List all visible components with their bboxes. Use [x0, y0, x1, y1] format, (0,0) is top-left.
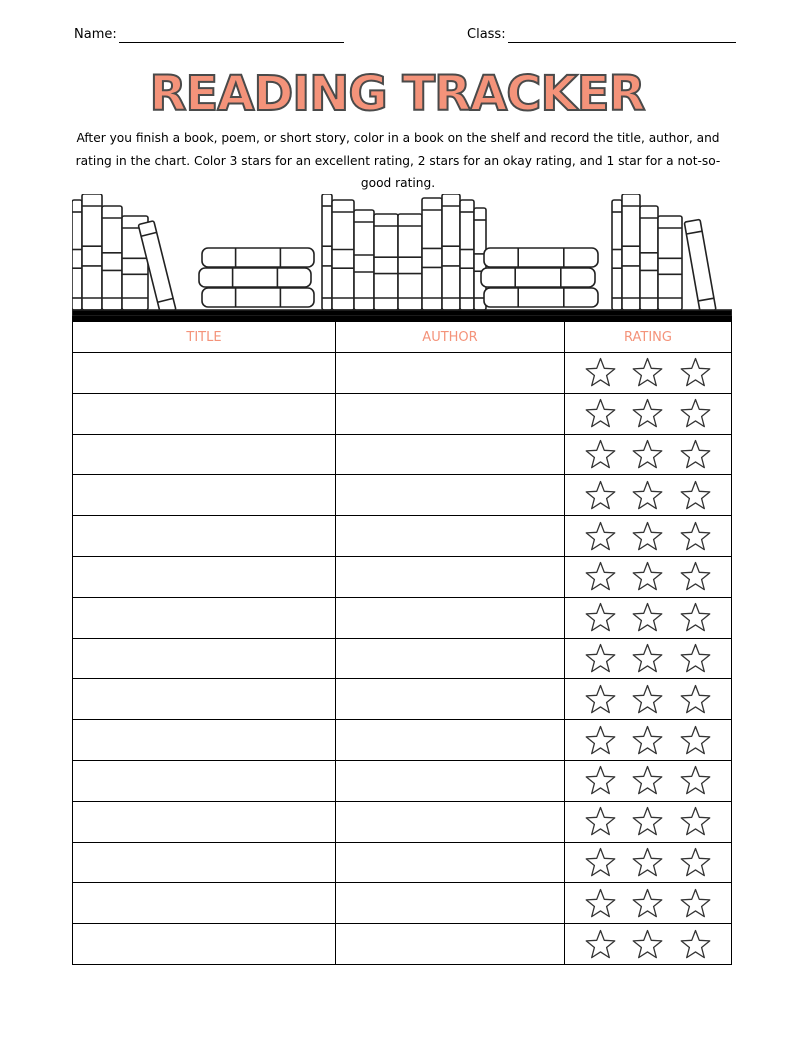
star-icon[interactable] [631, 764, 664, 797]
table-row [73, 638, 732, 679]
star-icon[interactable] [679, 520, 712, 553]
author-cell[interactable] [336, 924, 565, 965]
author-cell[interactable] [336, 434, 565, 475]
title-cell[interactable] [73, 679, 336, 720]
star-icon[interactable] [631, 479, 664, 512]
star-group [565, 805, 731, 838]
star-group [565, 356, 731, 389]
rating-cell [565, 434, 732, 475]
star-icon[interactable] [631, 438, 664, 471]
author-cell[interactable] [336, 801, 565, 842]
table-row [73, 556, 732, 597]
name-label: Name: [74, 27, 117, 42]
star-icon[interactable] [679, 683, 712, 716]
author-cell[interactable] [336, 597, 565, 638]
star-icon[interactable] [631, 601, 664, 634]
author-cell[interactable] [336, 556, 565, 597]
star-group [565, 397, 731, 430]
table-row [73, 720, 732, 761]
table-row [73, 679, 732, 720]
rating-cell [565, 516, 732, 557]
author-cell[interactable] [336, 760, 565, 801]
star-icon[interactable] [679, 887, 712, 920]
star-icon[interactable] [584, 642, 617, 675]
star-icon[interactable] [584, 928, 617, 961]
table-row [73, 924, 732, 965]
star-group [565, 520, 731, 553]
table-row [73, 434, 732, 475]
star-icon[interactable] [584, 479, 617, 512]
star-group [565, 560, 731, 593]
instructions: After you finish a book, poem, or short story, color in a book on the shelf and record the title, author, and rating in the chart. Color 3 stars for an excellent rating, 2 stars for an okay rating, and 1 star for a not-so-good rating. [75, 131, 721, 190]
author-cell[interactable] [336, 720, 565, 761]
rating-cell [565, 353, 732, 394]
title-cell[interactable] [73, 638, 336, 679]
star-icon[interactable] [679, 724, 712, 757]
table-row [73, 883, 732, 924]
star-icon[interactable] [679, 479, 712, 512]
title-cell[interactable] [73, 475, 336, 516]
star-icon[interactable] [584, 560, 617, 593]
star-icon[interactable] [631, 846, 664, 879]
author-cell[interactable] [336, 353, 565, 394]
star-icon[interactable] [679, 356, 712, 389]
author-cell[interactable] [336, 475, 565, 516]
title-cell[interactable] [73, 434, 336, 475]
star-icon[interactable] [584, 887, 617, 920]
star-icon[interactable] [584, 397, 617, 430]
rating-cell [565, 760, 732, 801]
star-icon[interactable] [631, 520, 664, 553]
column-header-author: AUTHOR [336, 319, 565, 353]
star-icon[interactable] [631, 887, 664, 920]
table-row [73, 516, 732, 557]
star-icon[interactable] [584, 438, 617, 471]
star-icon[interactable] [584, 520, 617, 553]
rating-cell [565, 842, 732, 883]
star-icon[interactable] [584, 764, 617, 797]
column-header-title: TITLE [73, 319, 336, 353]
star-icon[interactable] [679, 438, 712, 471]
star-icon[interactable] [631, 928, 664, 961]
rating-cell [565, 679, 732, 720]
title-cell[interactable] [73, 760, 336, 801]
author-cell[interactable] [336, 638, 565, 679]
author-cell[interactable] [336, 679, 565, 720]
author-cell[interactable] [336, 883, 565, 924]
class-field[interactable] [467, 27, 736, 43]
star-icon[interactable] [631, 642, 664, 675]
table-row [73, 475, 732, 516]
title-cell[interactable] [73, 516, 336, 557]
bookshelf-icon[interactable] [72, 194, 732, 316]
rating-cell [565, 556, 732, 597]
class-label: Class: [467, 27, 506, 42]
author-cell[interactable] [336, 393, 565, 434]
star-group [565, 928, 731, 961]
rating-cell [565, 393, 732, 434]
star-group [565, 642, 731, 675]
title-cell[interactable] [73, 597, 336, 638]
star-icon[interactable] [584, 601, 617, 634]
star-icon[interactable] [631, 397, 664, 430]
rating-cell [565, 883, 732, 924]
author-cell[interactable] [336, 516, 565, 557]
title-cell[interactable] [73, 924, 336, 965]
star-icon[interactable] [679, 642, 712, 675]
author-cell[interactable] [336, 842, 565, 883]
star-icon[interactable] [584, 724, 617, 757]
star-icon[interactable] [679, 846, 712, 879]
rating-cell [565, 801, 732, 842]
rating-cell [565, 638, 732, 679]
star-group [565, 764, 731, 797]
star-group [565, 887, 731, 920]
star-group [565, 724, 731, 757]
name-field[interactable] [74, 27, 344, 43]
star-icon[interactable] [631, 683, 664, 716]
star-group [565, 846, 731, 879]
rating-cell [565, 475, 732, 516]
title-cell[interactable] [73, 393, 336, 434]
star-icon[interactable] [679, 805, 712, 838]
star-icon[interactable] [631, 805, 664, 838]
star-group [565, 601, 731, 634]
rating-cell [565, 924, 732, 965]
star-icon[interactable] [679, 928, 712, 961]
reading-table [72, 316, 732, 965]
table-row [73, 597, 732, 638]
page-title: READING TRACKER [149, 66, 645, 122]
table-row [73, 760, 732, 801]
star-icon[interactable] [679, 764, 712, 797]
title-cell[interactable] [73, 883, 336, 924]
star-icon[interactable] [584, 356, 617, 389]
star-icon[interactable] [631, 724, 664, 757]
star-icon[interactable] [679, 397, 712, 430]
table-row [73, 842, 732, 883]
title-cell[interactable] [73, 842, 336, 883]
table-header-row [73, 319, 732, 353]
title-cell[interactable] [73, 556, 336, 597]
star-group [565, 479, 731, 512]
rating-cell [565, 720, 732, 761]
star-icon[interactable] [584, 683, 617, 716]
star-group [565, 683, 731, 716]
column-header-rating: RATING [565, 319, 732, 353]
title-cell[interactable] [73, 720, 336, 761]
table-row [73, 801, 732, 842]
name-line[interactable] [119, 28, 344, 43]
star-icon[interactable] [631, 560, 664, 593]
star-icon[interactable] [584, 805, 617, 838]
table-row [73, 353, 732, 394]
rating-cell [565, 597, 732, 638]
star-group [565, 438, 731, 471]
title-cell[interactable] [73, 353, 336, 394]
star-icon[interactable] [584, 846, 617, 879]
star-icon[interactable] [679, 560, 712, 593]
class-line[interactable] [508, 28, 736, 43]
title-cell[interactable] [73, 801, 336, 842]
star-icon[interactable] [679, 601, 712, 634]
star-icon[interactable] [631, 356, 664, 389]
table-row [73, 393, 732, 434]
